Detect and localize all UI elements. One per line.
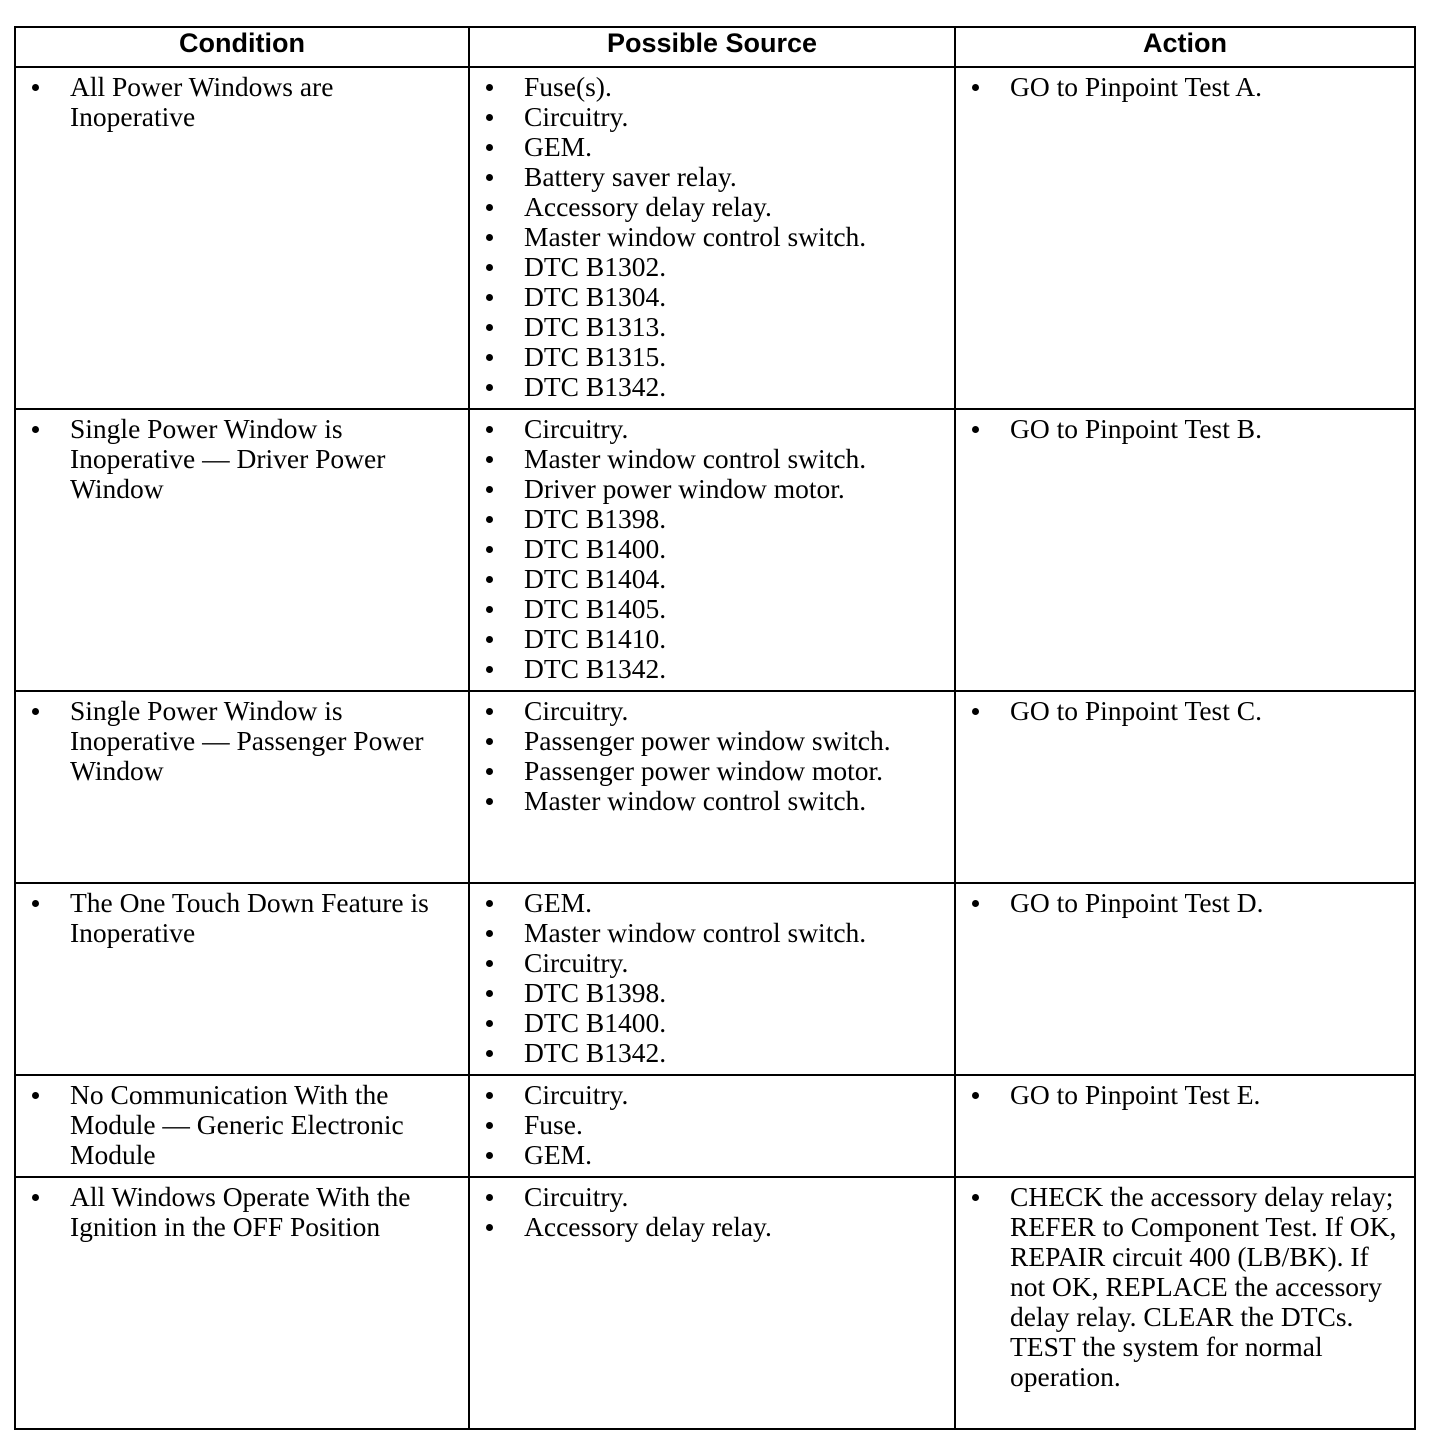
bullet-icon (486, 264, 493, 271)
action-item-text: GO to Pinpoint Test E. (1010, 1079, 1261, 1110)
bullet-icon (486, 1224, 493, 1231)
bullet-icon (486, 990, 493, 997)
source-item (478, 726, 946, 756)
source-item-text: Circuitry. (524, 1079, 629, 1110)
bullet-icon (486, 1020, 493, 1027)
source-item-text: DTC B1398. (524, 977, 667, 1008)
source-item-text: DTC B1342. (524, 1037, 667, 1068)
condition-item-text: Single Power Window is Inoperative — Passenger Power Window (70, 695, 424, 786)
bullet-icon (486, 174, 493, 181)
condition-cell (15, 691, 469, 883)
bullet-icon (972, 708, 979, 715)
source-item-text: Accessory delay relay. (524, 1211, 772, 1242)
source-item-text: DTC B1398. (524, 503, 667, 534)
source-item-text: Fuse. (524, 1109, 583, 1140)
source-item-text: Master window control switch. (524, 443, 867, 474)
source-item (478, 342, 946, 372)
bullet-icon (486, 324, 493, 331)
header-possible-source: Possible Source (469, 27, 955, 67)
action-item-text: GO to Pinpoint Test D. (1010, 887, 1264, 918)
bullet-icon (486, 84, 493, 91)
source-item (478, 948, 946, 978)
action-item (964, 888, 1406, 918)
source-item (478, 444, 946, 474)
condition-item (24, 696, 460, 786)
bullet-icon (486, 294, 493, 301)
condition-item-text: All Power Windows are Inoperative (70, 71, 334, 132)
source-item (478, 654, 946, 684)
source-item (478, 756, 946, 786)
action-item (964, 72, 1406, 102)
bullet-icon (32, 1092, 39, 1099)
action-item-text: GO to Pinpoint Test B. (1010, 413, 1262, 444)
condition-item (24, 72, 460, 132)
table-body (15, 67, 1415, 1429)
source-item-text: DTC B1405. (524, 593, 667, 624)
bullet-icon (486, 384, 493, 391)
bullet-icon (32, 1194, 39, 1201)
condition-cell (15, 1177, 469, 1429)
bullet-icon (972, 84, 979, 91)
source-item-text: DTC B1304. (524, 281, 667, 312)
action-cell (955, 409, 1415, 691)
bullet-icon (486, 1092, 493, 1099)
source-item (478, 414, 946, 444)
condition-item (24, 414, 460, 504)
bullet-icon (486, 354, 493, 361)
action-item (964, 1182, 1406, 1392)
header-action: Action (955, 27, 1415, 67)
bullet-icon (972, 900, 979, 907)
table-row (15, 1177, 1415, 1429)
action-cell (955, 883, 1415, 1075)
source-item (478, 918, 946, 948)
source-item-text: DTC B1313. (524, 311, 667, 342)
bullet-icon (972, 426, 979, 433)
header-row (15, 27, 1415, 67)
source-item (478, 696, 946, 726)
possible-source-cell (469, 67, 955, 409)
action-item-text: CHECK the accessory delay relay; REFER to Component Test. If OK, REPAIR circuit 400 (LB/BK). If not OK, REPLACE the accessory delay relay. CLEAR the DTCs. TEST the system for normal operation. (1010, 1181, 1397, 1392)
source-item-text: Driver power window motor. (524, 473, 845, 504)
source-item-text: Accessory delay relay. (524, 191, 772, 222)
source-item (478, 1080, 946, 1110)
bullet-icon (32, 900, 39, 907)
condition-item-text: The One Touch Down Feature is Inoperative (70, 887, 429, 948)
source-item-text: DTC B1315. (524, 341, 667, 372)
condition-cell (15, 1075, 469, 1177)
bullet-icon (486, 708, 493, 715)
source-item (478, 132, 946, 162)
source-item (478, 1182, 946, 1212)
source-item-text: GEM. (524, 1139, 592, 1170)
bullet-icon (486, 546, 493, 553)
bullet-icon (486, 204, 493, 211)
source-item (478, 102, 946, 132)
bullet-icon (32, 426, 39, 433)
action-item (964, 414, 1406, 444)
bullet-icon (486, 1194, 493, 1201)
bullet-icon (32, 84, 39, 91)
bullet-icon (972, 1194, 979, 1201)
bullet-icon (486, 426, 493, 433)
possible-source-cell (469, 1177, 955, 1429)
action-cell (955, 691, 1415, 883)
source-item-text: DTC B1410. (524, 623, 667, 654)
source-item-text: Master window control switch. (524, 221, 867, 252)
condition-cell (15, 883, 469, 1075)
source-item (478, 1110, 946, 1140)
source-item-text: GEM. (524, 887, 592, 918)
bullet-icon (486, 234, 493, 241)
action-cell (955, 67, 1415, 409)
condition-cell (15, 409, 469, 691)
action-item-text: GO to Pinpoint Test A. (1010, 71, 1262, 102)
source-item-text: DTC B1342. (524, 371, 667, 402)
table-row (15, 883, 1415, 1075)
bullet-icon (32, 708, 39, 715)
bullet-icon (486, 144, 493, 151)
action-item (964, 1080, 1406, 1110)
table-row (15, 67, 1415, 409)
source-item (478, 474, 946, 504)
bullet-icon (486, 768, 493, 775)
source-item-text: Circuitry. (524, 947, 629, 978)
source-item-text: GEM. (524, 131, 592, 162)
table-row (15, 409, 1415, 691)
source-item (478, 978, 946, 1008)
bullet-icon (486, 1050, 493, 1057)
source-item-text: Circuitry. (524, 695, 629, 726)
condition-item (24, 1080, 460, 1170)
source-item-text: DTC B1302. (524, 251, 667, 282)
source-item-text: Fuse(s). (524, 71, 612, 102)
source-item-text: Passenger power window switch. (524, 725, 891, 756)
bullet-icon (486, 456, 493, 463)
source-item-text: Circuitry. (524, 101, 629, 132)
condition-item-text: Single Power Window is Inoperative — Driver Power Window (70, 413, 386, 504)
bullet-icon (486, 666, 493, 673)
symptom-chart-table (14, 26, 1416, 1430)
source-item-text: DTC B1400. (524, 1007, 667, 1038)
bullet-icon (486, 930, 493, 937)
source-item-text: DTC B1400. (524, 533, 667, 564)
action-item (964, 696, 1406, 726)
bullet-icon (972, 1092, 979, 1099)
bullet-icon (486, 576, 493, 583)
source-item-text: Battery saver relay. (524, 161, 737, 192)
source-item (478, 534, 946, 564)
source-item (478, 624, 946, 654)
source-item (478, 372, 946, 402)
bullet-icon (486, 900, 493, 907)
condition-item (24, 888, 460, 948)
source-item-text: Circuitry. (524, 413, 629, 444)
source-item (478, 1140, 946, 1170)
bullet-icon (486, 798, 493, 805)
source-item-text: DTC B1342. (524, 653, 667, 684)
source-item-text: Master window control switch. (524, 785, 867, 816)
source-item (478, 162, 946, 192)
bullet-icon (486, 1122, 493, 1129)
source-item (478, 252, 946, 282)
condition-item-text: No Communication With the Module — Generic Electronic Module (70, 1079, 404, 1170)
source-item (478, 312, 946, 342)
source-item-text: DTC B1404. (524, 563, 667, 594)
bullet-icon (486, 606, 493, 613)
condition-cell (15, 67, 469, 409)
source-item (478, 504, 946, 534)
bullet-icon (486, 516, 493, 523)
source-item (478, 594, 946, 624)
source-item (478, 888, 946, 918)
condition-item (24, 1182, 460, 1242)
source-item (478, 222, 946, 252)
possible-source-cell (469, 409, 955, 691)
action-cell (955, 1075, 1415, 1177)
bullet-icon (486, 960, 493, 967)
diagnosis-table-wrapper (14, 26, 1414, 1430)
source-item (478, 1008, 946, 1038)
source-item (478, 1038, 946, 1068)
source-item (478, 564, 946, 594)
possible-source-cell (469, 691, 955, 883)
possible-source-cell (469, 883, 955, 1075)
table-row (15, 1075, 1415, 1177)
condition-item-text: All Windows Operate With the Ignition in the OFF Position (70, 1181, 411, 1242)
possible-source-cell (469, 1075, 955, 1177)
bullet-icon (486, 636, 493, 643)
source-item (478, 72, 946, 102)
source-item-text: Master window control switch. (524, 917, 867, 948)
source-item (478, 1212, 946, 1242)
table-row (15, 691, 1415, 883)
source-item (478, 786, 946, 816)
bullet-icon (486, 486, 493, 493)
header-condition: Condition (15, 27, 469, 67)
action-item-text: GO to Pinpoint Test C. (1010, 695, 1262, 726)
bullet-icon (486, 114, 493, 121)
source-item (478, 282, 946, 312)
bullet-icon (486, 738, 493, 745)
action-cell (955, 1177, 1415, 1429)
source-item-text: Circuitry. (524, 1181, 629, 1212)
source-item-text: Passenger power window motor. (524, 755, 883, 786)
bullet-icon (486, 1152, 493, 1159)
source-item (478, 192, 946, 222)
